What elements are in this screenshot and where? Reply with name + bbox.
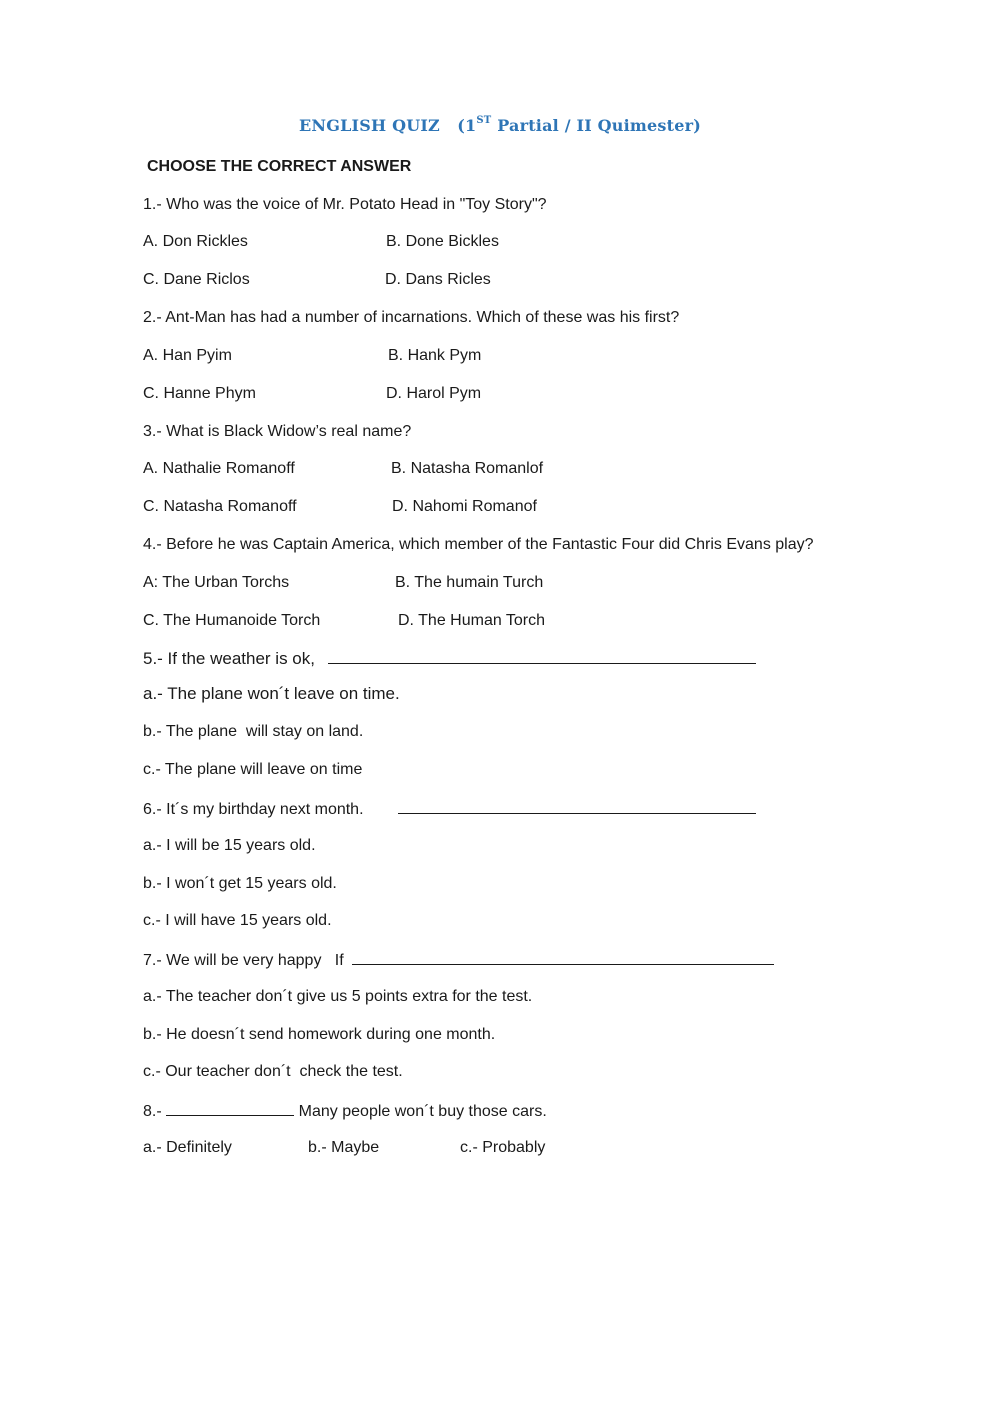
question-4: 4.- Before he was Captain America, which member of the Fantastic Four did Chris Evans play? [143,536,814,553]
q4-option-c: C. The Humanoide Torch [143,612,321,629]
q8-option-a: a.- Definitely [143,1139,232,1156]
q5-option-b: b.- The plane will stay on land. [143,723,364,740]
question-2: 2.- Ant-Man has had a number of incarnations. Which of these was his first? [143,309,680,326]
q7-option-c: c.- Our teacher don´t check the test. [143,1063,403,1080]
q3-option-a: A. Nathalie Romanoff [143,460,295,477]
q4-option-d: D. The Human Torch [398,612,546,629]
q8-option-b: b.- Maybe [308,1139,380,1156]
q1-option-b: B. Done Bickles [386,233,499,250]
q6-answer-blank[interactable] [398,798,756,814]
title-superscript: ST [476,114,492,126]
q1-option-c: C. Dane Riclos [143,271,250,288]
q6-option-c: c.- I will have 15 years old. [143,912,332,929]
q1-option-d: D. Dans Ricles [385,271,491,288]
question-1: 1.- Who was the voice of Mr. Potato Head in "Toy Story"? [143,196,547,213]
q8-option-c: c.- Probably [460,1139,546,1156]
q5-answer-blank[interactable] [328,648,756,664]
question-7: 7.- We will be very happy If [143,949,774,971]
q6-option-a: a.- I will be 15 years old. [143,837,316,854]
q5-option-c: c.- The plane will leave on time [143,761,363,778]
instruction: CHOOSE THE CORRECT ANSWER [147,158,412,175]
q3-option-b: B. Natasha Romanlof [391,460,544,477]
question-3: 3.- What is Black Widow’s real name? [143,423,412,440]
q4-option-a: A: The Urban Torchs [143,574,290,591]
q7-option-a: a.- The teacher don´t give us 5 points extra for the test. [143,988,533,1005]
q2-option-a: A. Han Pyim [143,347,232,364]
question-8: 8.- Many people won´t buy those cars. [143,1100,547,1122]
q8-answer-blank[interactable] [166,1100,294,1116]
q4-option-b: B. The humain Turch [395,574,544,591]
q7-answer-blank[interactable] [352,949,774,965]
q2-option-b: B. Hank Pym [388,347,482,364]
q2-option-d: D. Harol Pym [386,385,482,402]
q2-option-c: C. Hanne Phym [143,385,256,402]
quiz-title: ENGLISH QUIZ (1ST Partial / II Quimester) [299,114,701,135]
q3-option-d: D. Nahomi Romanof [392,498,537,515]
question-5: 5.- If the weather is ok, [143,648,756,669]
q5-option-a: a.- The plane won´t leave on time. [143,684,400,703]
q6-option-b: b.- I won´t get 15 years old. [143,875,337,892]
q7-option-b: b.- He doesn´t send homework during one month. [143,1026,496,1043]
q1-option-a: A. Don Rickles [143,233,248,250]
q3-option-c: C. Natasha Romanoff [143,498,297,515]
question-6: 6.- It´s my birthday next month. [143,798,756,820]
